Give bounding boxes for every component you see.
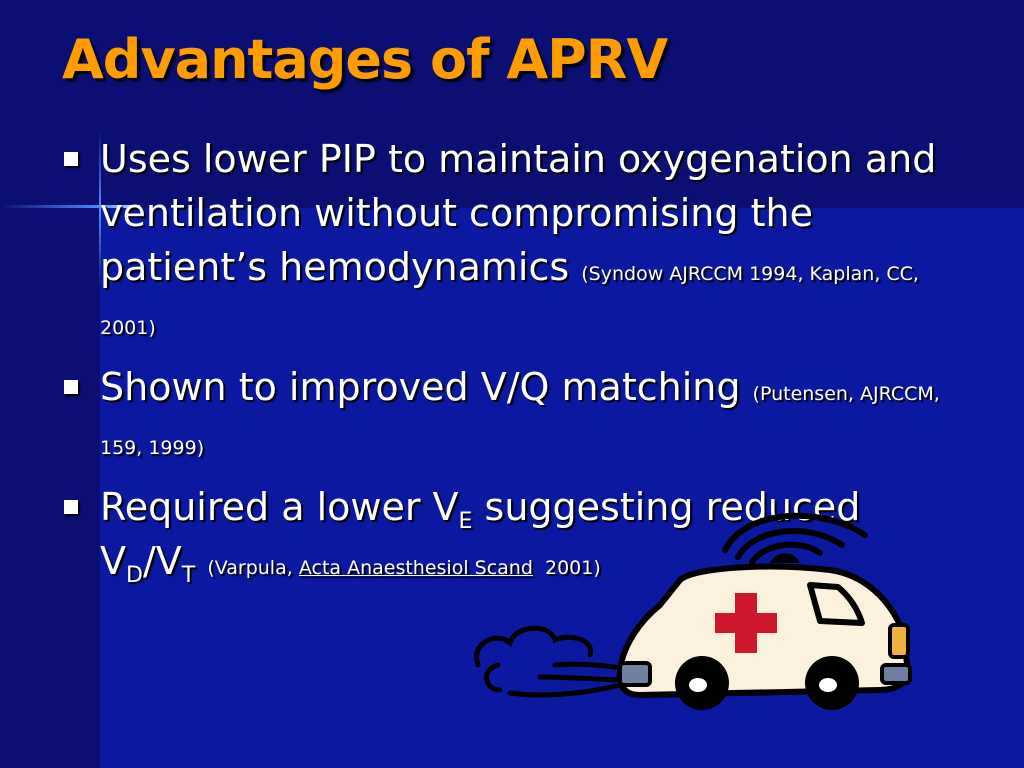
citation-year: 2001) [545, 557, 601, 579]
square-bullet-icon [64, 380, 78, 394]
bullet-text: Uses lower PIP to maintain oxygenation and ventilation without compromising the patient’s hemodynamics [100, 137, 937, 289]
ambulance-clipart [470, 505, 920, 710]
siren-waves-icon [725, 516, 865, 562]
siren-light-icon [770, 553, 800, 563]
slide-title: Advantages of APRV [62, 28, 668, 91]
subscript-e: E [458, 509, 473, 534]
citation: (Putensen, AJRCCM, 159, 1999) [100, 383, 940, 459]
bullet-text-part: Required a lower V [100, 485, 459, 529]
wheel-icon [805, 656, 859, 710]
bullet-item-2 [62, 360, 952, 468]
bullet-item-1 [62, 132, 952, 348]
square-bullet-icon [64, 152, 78, 166]
bullet-text: Shown to improved V/Q matching [100, 365, 741, 409]
citation-journal: Acta Anaesthesiol Scand [298, 557, 533, 579]
subscript-t: T [181, 563, 196, 588]
square-bullet-icon [64, 500, 78, 514]
citation-author: (Varpula, [207, 557, 293, 579]
exhaust-smoke-icon [476, 628, 635, 695]
citation: (Syndow AJRCCM 1994, Kaplan, CC, 2001) [100, 263, 919, 339]
bullet-text-part: /V [142, 539, 182, 583]
wheel-icon [675, 656, 729, 710]
subscript-d: D [126, 563, 143, 588]
bullet-text-part: suggesting reduced V [100, 485, 861, 583]
